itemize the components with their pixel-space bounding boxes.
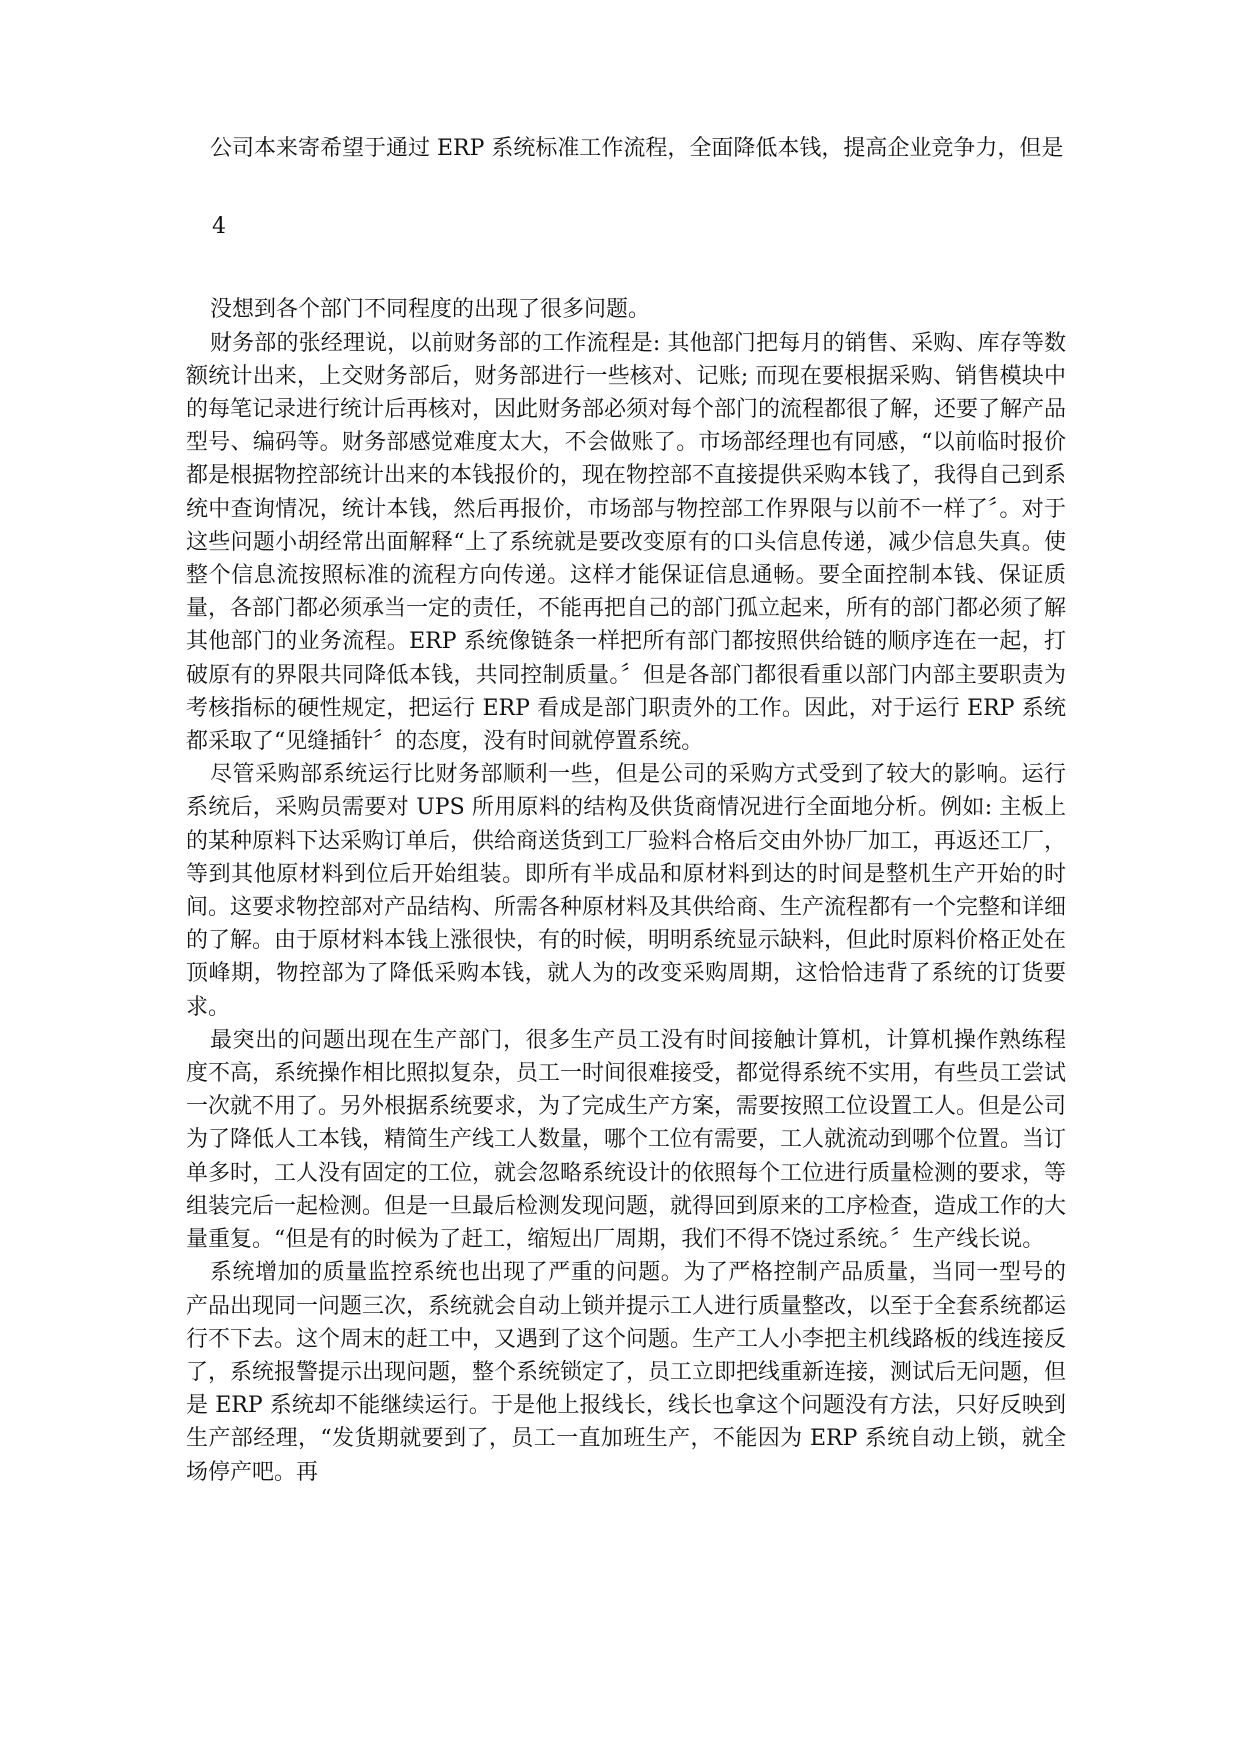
page-number: 4 xyxy=(212,214,226,240)
intro-paragraph: 公司本来寄希望于通过 ERP 系统标准工作流程，全面降低本钱，提高企业竞争力，但是 xyxy=(210,136,1064,161)
paragraph-2: 财务部的张经理说，以前财务部的工作流程是: 其他部门把每月的销售、采购、库存等数额统计出来，上交财务部后，财务部进行一些核对、记账; 而现在要根据采购、销售模块中的每笔记录进行统计后再核对，因此财务部必须对每个部门的流程都很了解，还要了解产品型号、编码等。财务部感觉难度太大，不会做账了。市场部经理也有同感，“以前临时报价都是根据物控部统计出来的本钱报价的，现在物控部不直接提供采购本钱了，我得自己到系统中查询情况，统计本钱，然后再报价，市场部与物控部工作界限与以前不一样了〞。对于这些问题小胡经常出面解释“上了系统就是要改变原有的口头信息传递，减少信息失真。使整个信息流按照标准的流程方向传递。这样才能保证信息通畅。要全面控制本钱、保证质量，各部门都必须承当一定的责任，不能再把自己的部门孤立起来，所有的部门都必须了解其他部门的业务流程。ERP 系统像链条一样把所有部门都按照供给链的顺序连在一起，打破原有的界限共同降低本钱，共同控制质量。〞但是各部门都很看重以部门内部主要职责为考核指标的硬性规定，把运行 ERP 看成是部门职责外的工作。因此，对于运行 ERP 系统都采取了“见缝插针〞的态度，没有时间就停置系统。 xyxy=(186,330,1067,755)
paragraph-4: 最突出的问题出现在生产部门，很多生产员工没有时间接触计算机，计算机操作熟练程度不高，系统操作相比照拟复杂，员工一时间很难接受，都觉得系统不实用，有些员工尝试一次就不用了。另外根据系统要求，为了完成生产方案，需要按照工位设置工人。但是公司为了降低人工本钱，精简生产线工人数量，哪个工位有需要，工人就流动到哪个位置。当订单多时，工人没有固定的工位，就会忽略系统设计的依照每个工位进行质量检测的要求，等组装完后一起检测。但是一旦最后检测发现问题，就得回到原来的工序检查，造成工作的大量重复。“但是有的时候为了赶工，缩短出厂周期，我们不得不饶过系统。〞生产线长说。 xyxy=(186,1027,1067,1253)
paragraph-3: 尽管采购部系统运行比财务部顺利一些，但是公司的采购方式受到了较大的影响。运行系统后，采购员需要对 UPS 所用原料的结构及供货商情况进行全面地分析。例如: 主板上的某种原料下达采购订单后，供给商送货到工厂验料合格后交由外协厂加工，再返还工厂，等到其他原材料到位后开始组装。即所有半成品和原材料到达的时间是整机生产开始的时间。这要求物控部对产品结构、所需各种原材料及其供给商、生产流程都有一个完整和详细的了解。由于原材料本钱上涨很快，有的时候，明明系统显示缺料，但此时原料价格正处在顶峰期，物控部为了降低采购本钱，就人为的改变采购周期，这恰恰违背了系统的订货要求。 xyxy=(186,762,1067,1020)
paragraph-1: 没想到各个部门不同程度的出现了很多问题。 xyxy=(210,297,651,323)
paragraph-5: 系统增加的质量监控系统也出现了严重的问题。为了严格控制产品质量，当同一型号的产品出现同一问题三次，系统就会自动上锁并提示工人进行质量整改，以至于全套系统都运行不下去。这个周末的赶工中，又遇到了这个问题。生产工人小李把主机线路板的线连接反了，系统报警提示出现问题，整个系统锁定了，员工立即把线重新连接，测试后无问题，但是 ERP 系统却不能继续运行。于是他上报线长，线长也拿这个问题没有方法，只好反映到生产部经理，“发货期就要到了，员工一直加班生产，不能因为 ERP 系统自动上锁，就全场停产吧。再 xyxy=(186,1260,1067,1485)
document-page xyxy=(186,132,1066,1489)
